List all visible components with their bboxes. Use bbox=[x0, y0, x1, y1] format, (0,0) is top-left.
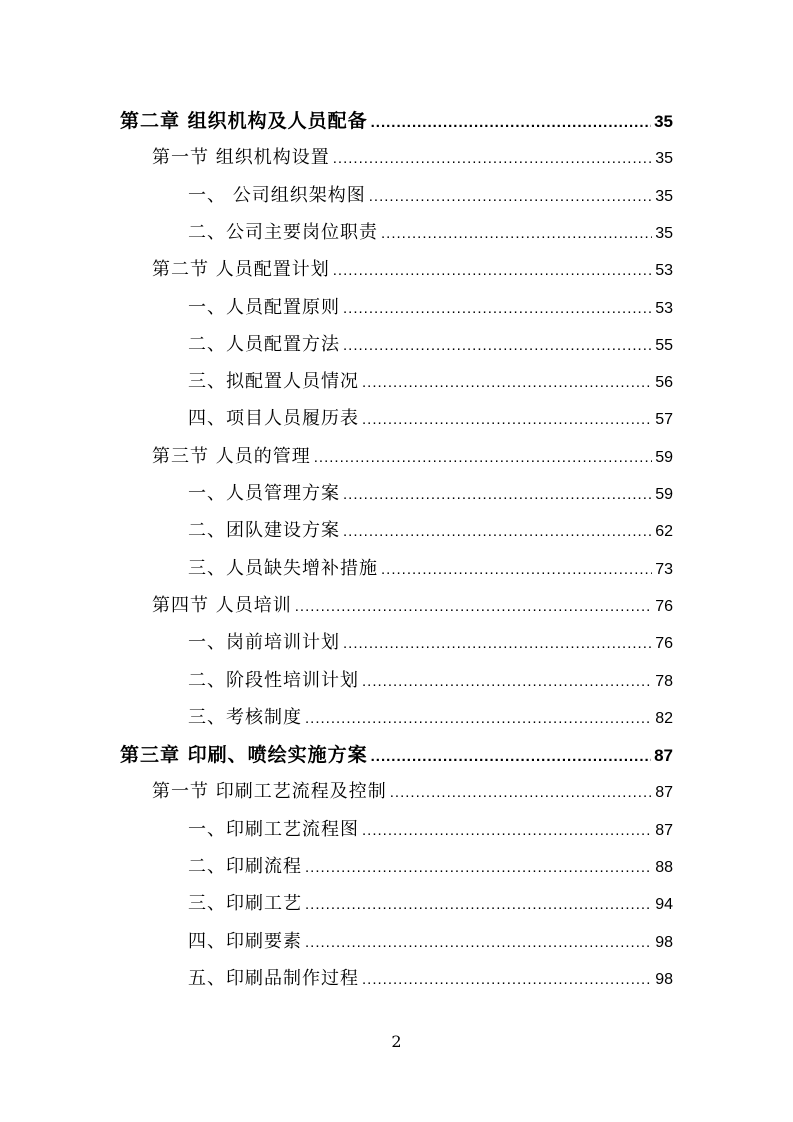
toc-dot-leader bbox=[305, 928, 652, 958]
toc-entry-page: 35 bbox=[655, 150, 673, 168]
toc-subsection[interactable] bbox=[188, 293, 673, 323]
toc-subsection[interactable] bbox=[188, 404, 673, 434]
toc-entry-page: 82 bbox=[655, 709, 673, 727]
toc-dot-leader bbox=[314, 443, 652, 473]
toc-entry-title: 第一节 组织机构设置 bbox=[152, 147, 330, 169]
toc-section[interactable] bbox=[152, 777, 673, 807]
toc-entry-title: 三、拟配置人员情况 bbox=[188, 371, 359, 393]
toc-subsection[interactable] bbox=[188, 927, 673, 957]
toc-entry-page: 55 bbox=[655, 336, 673, 354]
toc-entry-page: 62 bbox=[655, 523, 673, 541]
toc-dot-leader bbox=[362, 405, 652, 435]
toc-subsection[interactable] bbox=[188, 666, 673, 696]
toc-dot-leader bbox=[371, 108, 651, 138]
toc-subsection[interactable] bbox=[188, 516, 673, 546]
toc-entry-title: 三、人员缺失增补措施 bbox=[188, 557, 378, 579]
toc-dot-leader bbox=[343, 480, 652, 510]
toc-dot-leader bbox=[362, 816, 652, 846]
toc-entry-page: 76 bbox=[655, 597, 673, 615]
toc-dot-leader bbox=[295, 592, 652, 622]
toc-entry-page: 57 bbox=[655, 411, 673, 429]
toc-entry-page: 53 bbox=[655, 299, 673, 317]
toc-subsection[interactable] bbox=[188, 554, 673, 584]
toc-subsection[interactable] bbox=[188, 367, 673, 397]
toc-dot-leader bbox=[369, 182, 652, 212]
toc-entry-page: 87 bbox=[655, 821, 673, 839]
toc-section[interactable] bbox=[152, 143, 673, 173]
toc-dot-leader bbox=[305, 704, 652, 734]
toc-entry-title: 一、印刷工艺流程图 bbox=[188, 818, 359, 840]
toc-entry-page: 78 bbox=[655, 672, 673, 690]
toc-dot-leader bbox=[362, 368, 652, 398]
toc-dot-leader bbox=[362, 667, 652, 697]
toc-dot-leader bbox=[343, 517, 652, 547]
toc-entry-title: 二、印刷流程 bbox=[188, 856, 302, 877]
toc-entry-title: 四、印刷要素 bbox=[188, 930, 302, 952]
toc-entry-page: 73 bbox=[655, 560, 673, 578]
toc-entry-title: 一、岗前培训计划 bbox=[188, 632, 340, 654]
toc-dot-leader bbox=[343, 629, 652, 659]
toc-entry-page: 94 bbox=[655, 896, 673, 914]
toc-entry-title: 第二章 组织机构及人员配备 bbox=[120, 110, 368, 132]
toc-entry-page: 59 bbox=[655, 486, 673, 503]
toc-entry-page: 56 bbox=[655, 374, 673, 392]
toc-entry-page: 87 bbox=[654, 746, 673, 766]
toc-entry-page: 87 bbox=[655, 784, 673, 802]
toc-entry-title: 一、人员管理方案 bbox=[188, 483, 340, 504]
toc-subsection[interactable] bbox=[188, 181, 673, 211]
toc-dot-leader bbox=[305, 890, 652, 920]
toc-entry-page: 98 bbox=[655, 933, 673, 951]
toc-chapter[interactable] bbox=[120, 106, 673, 136]
toc-subsection[interactable] bbox=[188, 703, 673, 733]
toc-entry-title: 第一节 印刷工艺流程及控制 bbox=[152, 781, 387, 803]
toc-subsection[interactable] bbox=[188, 218, 673, 248]
toc-subsection[interactable] bbox=[188, 815, 673, 845]
toc-subsection[interactable] bbox=[188, 628, 673, 658]
toc-section[interactable] bbox=[152, 442, 673, 472]
toc-entry-page: 59 bbox=[655, 448, 673, 466]
toc-dot-leader bbox=[381, 555, 652, 585]
toc-section[interactable] bbox=[152, 255, 673, 285]
toc-entry-title: 四、项目人员履历表 bbox=[188, 408, 359, 430]
toc-entry-page: 88 bbox=[655, 859, 673, 876]
toc-chapter[interactable] bbox=[120, 740, 673, 770]
toc-dot-leader bbox=[343, 331, 652, 361]
toc-entry-page: 76 bbox=[655, 635, 673, 653]
page-number: 2 bbox=[391, 1032, 402, 1051]
toc-entry-page: 35 bbox=[655, 187, 673, 205]
toc-subsection[interactable] bbox=[188, 852, 673, 882]
toc-entry-title: 一、人员配置原则 bbox=[188, 296, 340, 318]
toc-entry-page: 98 bbox=[655, 970, 673, 988]
toc-entry-title: 一、 公司组织架构图 bbox=[188, 184, 366, 206]
toc-dot-leader bbox=[333, 256, 652, 286]
toc-dot-leader bbox=[390, 778, 652, 808]
toc-entry-page: 35 bbox=[655, 224, 673, 242]
toc-entry-title: 第三章 印刷、喷绘实施方案 bbox=[120, 744, 368, 767]
toc-section[interactable] bbox=[152, 591, 673, 621]
toc-dot-leader bbox=[333, 144, 652, 174]
toc-dot-leader bbox=[381, 219, 652, 249]
toc-entry-title: 二、人员配置方法 bbox=[188, 333, 340, 355]
toc-subsection[interactable] bbox=[188, 479, 673, 509]
toc-subsection[interactable] bbox=[188, 330, 673, 360]
toc-entry-page: 53 bbox=[655, 262, 673, 280]
toc-entry-title: 第四节 人员培训 bbox=[152, 594, 292, 616]
toc-entry-title: 二、团队建设方案 bbox=[188, 520, 340, 542]
toc-dot-leader bbox=[305, 853, 652, 883]
toc-dot-leader bbox=[371, 742, 651, 772]
toc-entry-title: 三、印刷工艺 bbox=[188, 893, 302, 915]
toc-dot-leader bbox=[343, 294, 652, 324]
toc-entry-title: 第二节 人员配置计划 bbox=[152, 259, 330, 281]
toc-entry-title: 第三节 人员的管理 bbox=[152, 445, 311, 467]
toc-dot-leader bbox=[362, 965, 652, 995]
toc-entry-title: 三、考核制度 bbox=[188, 706, 302, 728]
toc-entry-page: 35 bbox=[654, 112, 673, 131]
toc-subsection[interactable] bbox=[188, 889, 673, 919]
toc-entry-title: 二、阶段性培训计划 bbox=[188, 669, 359, 691]
toc-subsection[interactable] bbox=[188, 964, 673, 994]
toc-entry-title: 五、印刷品制作过程 bbox=[188, 967, 359, 989]
toc-entry-title: 二、公司主要岗位职责 bbox=[188, 221, 378, 243]
